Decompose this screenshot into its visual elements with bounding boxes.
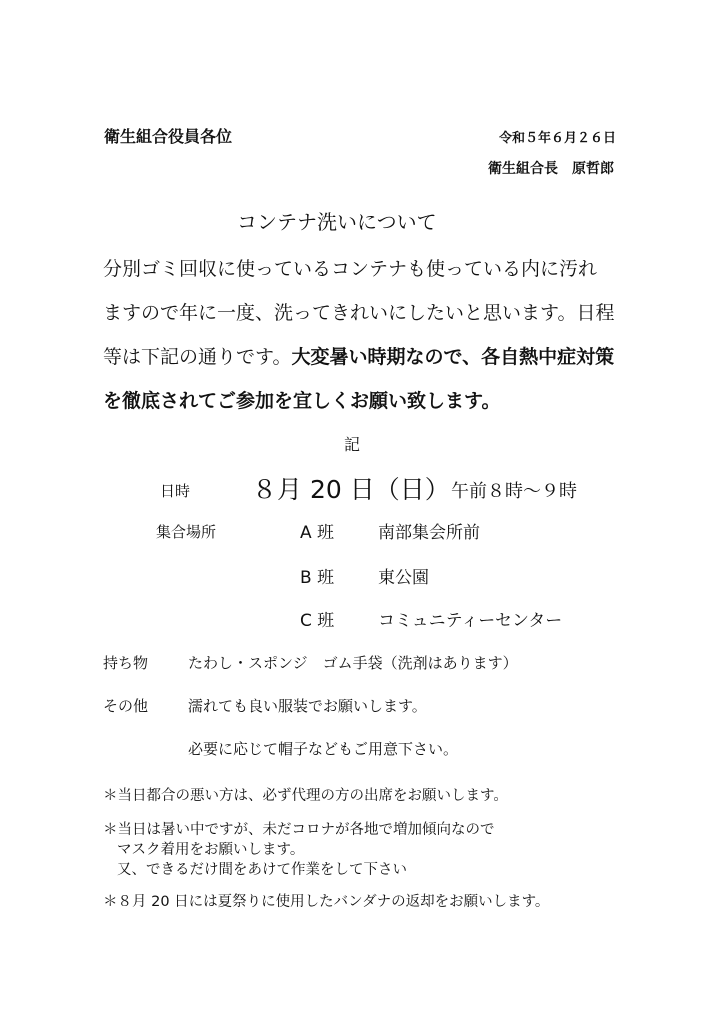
body-line-4: を徹底されてご参加を宜しくお願い致します。 <box>103 390 501 412</box>
note-3: ＊８月 20 日には夏祭りに使用したバンダナの返却をお願いします。 <box>103 894 550 910</box>
body-line-3-regular: 等は下記の通りです。 <box>103 346 292 368</box>
other-line-1: 濡れても良い服装でお願いします。 <box>188 697 427 715</box>
event-date: ８月 20 日（日） <box>252 475 450 504</box>
group-b-location: 東公園 <box>378 568 429 588</box>
note-2-line-3: 又、できるだけ間をあけて作業をして下さい <box>117 862 407 878</box>
event-time: 午前８時～９時 <box>451 481 577 502</box>
document-title: コンテナ洗いについて <box>237 210 437 234</box>
note-1: ＊当日都合の悪い方は、必ず代理の方の出席をお願いします。 <box>103 788 508 804</box>
datetime-label: 日時 <box>160 482 191 500</box>
items-text: たわし・スポンジ ゴム手袋（洗剤はあります） <box>188 654 518 672</box>
body-line-1: 分別ゴミ回収に使っているコンテナも使っている内に汚れ <box>103 258 598 280</box>
sender: 衛生組合長 原哲郎 <box>488 161 614 177</box>
ki-heading: 記 <box>344 435 361 454</box>
other-label: その他 <box>103 697 149 715</box>
group-a-location: 南部集会所前 <box>378 523 480 543</box>
group-b: B 班 <box>300 568 335 588</box>
body-line-3-emphasis: 大変暑い時期なので、各自熱中症対策 <box>291 346 615 368</box>
items-label: 持ち物 <box>103 654 149 672</box>
group-c: C 班 <box>300 611 335 631</box>
body-line-2: ますので年に一度、洗ってきれいにしたいと思います。日程 <box>103 302 615 324</box>
group-c-location: コミュニティーセンター <box>378 611 563 631</box>
body-line-3 <box>103 342 614 369</box>
other-line-2: 必要に応じて帽子などもご用意下さい。 <box>188 740 459 758</box>
group-a: A 班 <box>300 523 335 543</box>
addressee: 衛生組合役員各位 <box>104 127 233 146</box>
note-2-line-2: マスク着用をお願いします。 <box>117 842 305 858</box>
issue-date: 令和５年６月２６日 <box>498 131 616 146</box>
note-2-line-1: ＊当日は暑い中ですが、未だコロナが各地で増加傾向なので <box>103 822 495 838</box>
place-label: 集合場所 <box>156 523 217 541</box>
